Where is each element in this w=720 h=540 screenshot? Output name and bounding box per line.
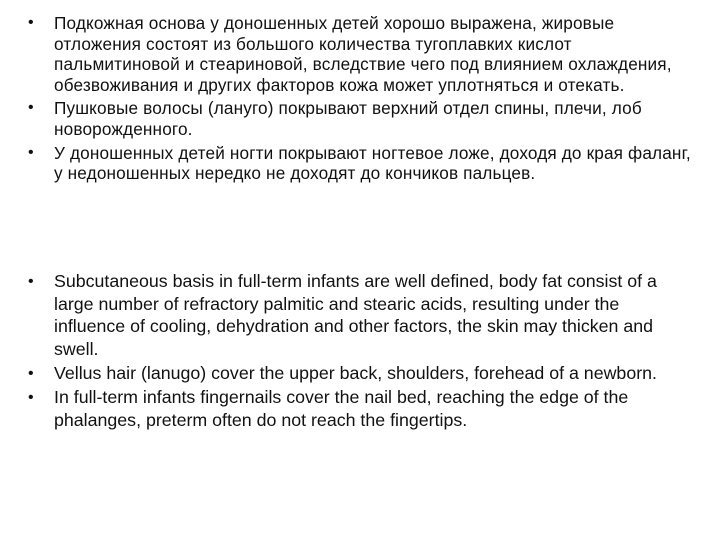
bullet-icon: •: [28, 364, 34, 382]
english-bullet-list: [0, 270, 700, 433]
bullet-icon: •: [28, 388, 34, 406]
bullet-text: Subcutaneous basis in full-term infants are well defined, body fat consist of a large number of refractory palmitic and stearic acids, resulting under the influence of cooling, dehydration and other factors, the skin may thicken and swell.: [54, 271, 657, 359]
bullet-text: У доношенных детей ногти покрывают ногтевое ложе, доходя до края фаланг, у недоношенных нередко не доходят до кончиков пальцев.: [54, 142, 691, 184]
list-item: [0, 270, 700, 360]
bullet-text: In full-term infants fingernails cover the nail bed, reaching the edge of the phalanges, preterm often do not reach the fingertips.: [54, 386, 629, 430]
list-item: [0, 143, 700, 184]
bullet-text: Подкожная основа у доношенных детей хорошо выражена, жировые отложения состоят из большого количества тугоплавких кислот пальмитиновой и стеариновой, вследствие чего под влиянием охлаждения, обезвоживания и других факторов кожа может уплотняться и отекать.: [54, 13, 672, 95]
list-item: [0, 13, 700, 95]
bullet-icon: •: [28, 273, 34, 290]
list-item: [0, 98, 700, 139]
bullet-icon: •: [28, 14, 34, 31]
bullet-icon: •: [28, 99, 34, 117]
bullet-text: Пушковые волосы (лануго) покрывают верхний отдел спины, плечи, лоб новорожденного.: [54, 98, 642, 139]
list-item: [0, 386, 700, 431]
bullet-icon: •: [28, 143, 34, 161]
russian-bullet-list: [0, 13, 700, 187]
bullet-text: Vellus hair (lanugo) cover the upper back, shoulders, forehead of a newborn.: [54, 362, 657, 383]
list-item: [0, 362, 700, 385]
